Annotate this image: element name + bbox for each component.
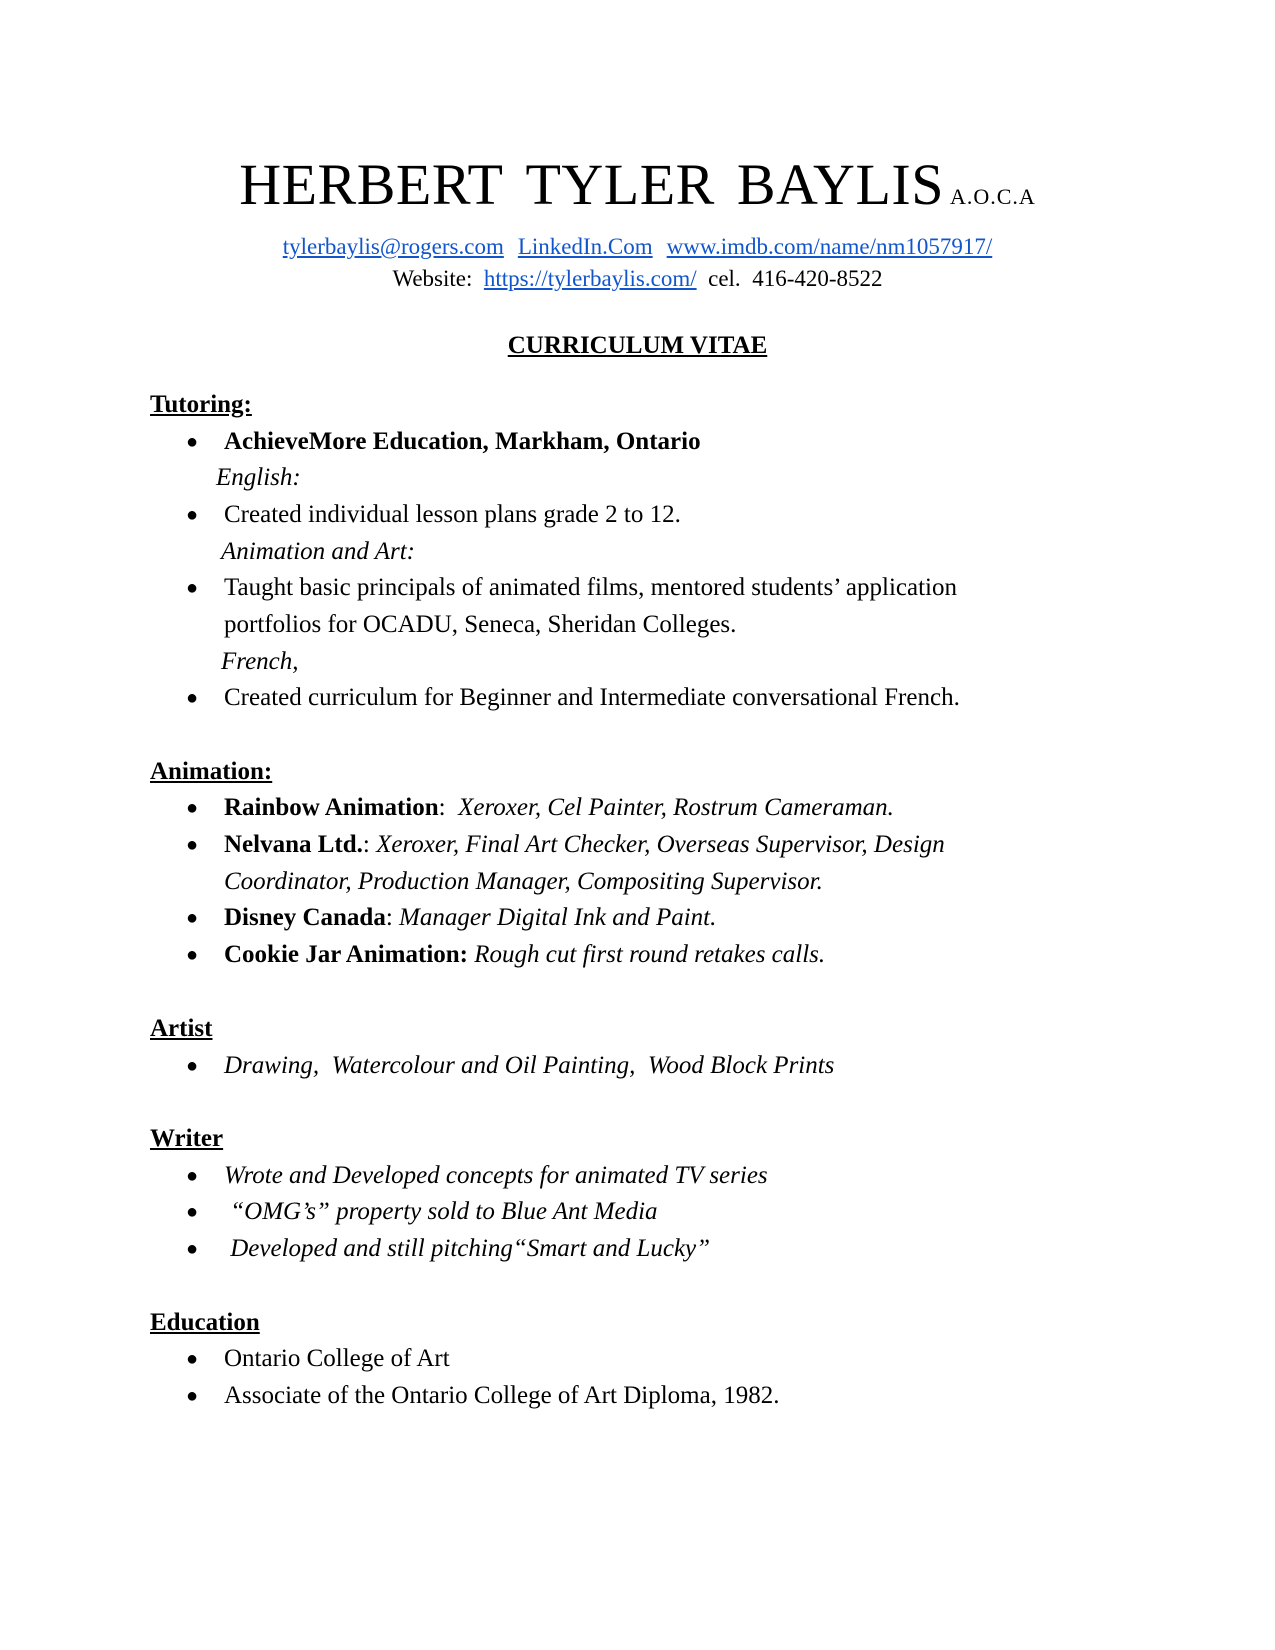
bullet-icon: ● bbox=[186, 1238, 199, 1260]
cv-title: CURRICULUM VITAE bbox=[507, 332, 768, 359]
writer-item: Developed and still pitching“Smart and Lucky” bbox=[224, 1235, 711, 1262]
animation-company: Rainbow Animation bbox=[224, 794, 439, 821]
writer-item: “OMG’s” property sold to Blue Ant Media bbox=[224, 1198, 658, 1225]
animation-roles: Manager Digital Ink and Paint. bbox=[399, 904, 717, 931]
contact-links bbox=[0, 232, 1275, 262]
tutoring-art-item-line1: Taught basic principals of animated films, mentored students’ application bbox=[224, 574, 958, 601]
animation-company: Cookie Jar Animation: bbox=[224, 941, 468, 968]
bullet-icon: ● bbox=[186, 431, 199, 453]
bullet-icon: ● bbox=[186, 1165, 199, 1187]
linkedin-link[interactable]: LinkedIn.Com bbox=[517, 234, 653, 259]
tutoring-art-label: Animation and Art: bbox=[221, 538, 415, 565]
tutoring-french-label: French, bbox=[221, 648, 299, 675]
cel-number: 416-420-8522 bbox=[752, 266, 883, 291]
contact-website-phone bbox=[0, 264, 1275, 294]
tutoring-art-item-line2: portfolios for OCADU, Seneca, Sheridan Colleges. bbox=[224, 611, 737, 638]
section-heading-artist: Artist bbox=[150, 1015, 213, 1042]
bullet-icon: ● bbox=[186, 687, 199, 709]
education-item: Associate of the Ontario College of Art Diploma, 1982. bbox=[224, 1382, 780, 1409]
name-last: BAYLIS bbox=[736, 152, 944, 217]
bullet-icon: ● bbox=[186, 1348, 199, 1370]
education-item: Ontario College of Art bbox=[224, 1345, 450, 1372]
bullet-icon: ● bbox=[186, 1385, 199, 1407]
bullet-icon: ● bbox=[186, 577, 199, 599]
cel-label: cel. bbox=[708, 266, 741, 291]
bullet-icon: ● bbox=[186, 797, 199, 819]
imdb-link[interactable]: www.imdb.com/name/nm1057917/ bbox=[666, 234, 993, 259]
animation-roles: Rough cut first round retakes calls. bbox=[474, 941, 826, 968]
animation-roles-continued: Coordinator, Production Manager, Compositing Supervisor. bbox=[224, 868, 823, 895]
section-heading-education: Education bbox=[150, 1309, 260, 1336]
email-link[interactable]: tylerbaylis@rogers.com bbox=[282, 234, 504, 259]
animation-company: Nelvana Ltd. bbox=[224, 831, 363, 858]
name-middle: TYLER bbox=[525, 152, 715, 217]
writer-item: Wrote and Developed concepts for animated TV series bbox=[224, 1162, 768, 1189]
tutoring-english-label: English: bbox=[216, 464, 301, 491]
website-label: Website: bbox=[392, 266, 473, 291]
section-heading-tutoring: Tutoring: bbox=[150, 391, 252, 418]
name-first: HERBERT bbox=[239, 152, 504, 217]
name-heading bbox=[0, 150, 1275, 232]
bullet-icon: ● bbox=[186, 1201, 199, 1223]
name-suffix: A.O.C.A bbox=[949, 184, 1036, 209]
artist-item: Drawing, Watercolour and Oil Painting, Wood Block Prints bbox=[224, 1052, 835, 1079]
website-link[interactable]: https://tylerbaylis.com/ bbox=[483, 266, 697, 291]
animation-item bbox=[224, 939, 825, 971]
bullet-icon: ● bbox=[186, 1055, 199, 1077]
tutoring-employer: AchieveMore Education, Markham, Ontario bbox=[224, 428, 701, 455]
bullet-icon: ● bbox=[186, 907, 199, 929]
animation-roles: Xeroxer, Cel Painter, Rostrum Cameraman. bbox=[458, 794, 894, 821]
animation-item: Rainbow Animation: Xeroxer, Cel Painter, Rostrum Cameraman. bbox=[224, 794, 894, 821]
bullet-icon: ● bbox=[186, 504, 199, 526]
bullet-icon: ● bbox=[186, 834, 199, 856]
bullet-icon: ● bbox=[186, 944, 199, 966]
section-heading-writer: Writer bbox=[150, 1125, 224, 1152]
tutoring-french-item: Created curriculum for Beginner and Intermediate conversational French. bbox=[224, 684, 960, 711]
animation-company: Disney Canada bbox=[224, 904, 386, 931]
animation-item: Disney Canada: Manager Digital Ink and Paint. bbox=[224, 904, 717, 931]
animation-roles: Xeroxer, Final Art Checker, Overseas Supervisor, Design bbox=[376, 831, 945, 858]
animation-item: Nelvana Ltd.: Xeroxer, Final Art Checker, Overseas Supervisor, Design bbox=[224, 831, 945, 858]
section-heading-animation: Animation: bbox=[150, 758, 273, 785]
tutoring-english-item: Created individual lesson plans grade 2 to 12. bbox=[224, 501, 681, 528]
